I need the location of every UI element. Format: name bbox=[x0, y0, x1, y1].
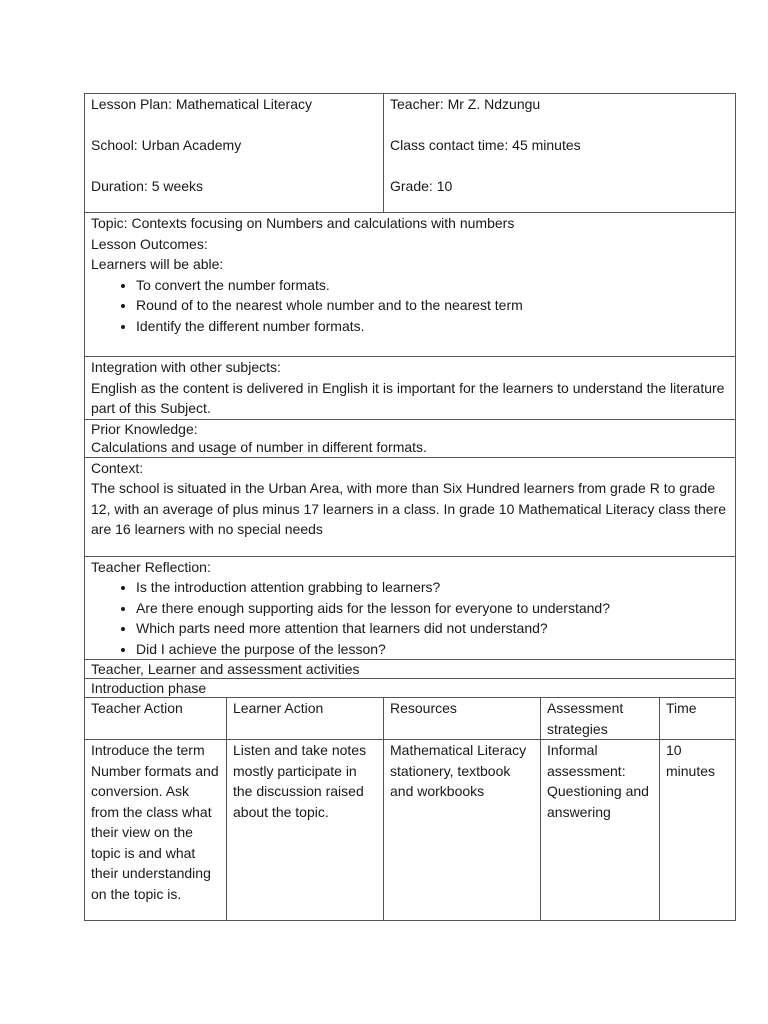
header-left-cell bbox=[85, 94, 384, 213]
list-item: • Identify the different number formats. bbox=[136, 316, 729, 337]
time-cell: 10 minutes bbox=[660, 740, 736, 921]
column-header: Assessment strategies bbox=[541, 698, 660, 740]
column-header: Time bbox=[660, 698, 736, 740]
list-item: • Which parts need more attention that learners did not understand? bbox=[136, 618, 729, 639]
column-header: Teacher Action bbox=[85, 698, 227, 740]
context-cell bbox=[85, 457, 736, 556]
lesson-plan-document bbox=[84, 93, 735, 921]
list-item: • Is the introduction attention grabbing to learners? bbox=[136, 577, 729, 598]
header-right-cell bbox=[384, 94, 736, 213]
column-header-row bbox=[85, 698, 736, 740]
phase-label: Introduction phase bbox=[85, 679, 736, 698]
list-item: • Round of to the nearest whole number and to the nearest term bbox=[136, 295, 729, 316]
assessment-cell: Informal assessment: Questioning and answering bbox=[541, 740, 660, 921]
context-label: Context: bbox=[91, 459, 144, 476]
phase-row bbox=[85, 679, 736, 698]
integration-text: English as the content is delivered in English it is important for the learners to understand the literature part of this Subject. bbox=[91, 379, 725, 416]
activities-row bbox=[85, 660, 736, 679]
list-item: • To convert the number formats. bbox=[136, 275, 729, 296]
topic-text: Topic: Contexts focusing on Numbers and calculations with numbers bbox=[91, 215, 515, 231]
outcomes-list bbox=[91, 275, 729, 337]
table-row bbox=[85, 740, 736, 921]
school-name: School: Urban Academy bbox=[91, 137, 242, 153]
topic-cell bbox=[85, 213, 736, 357]
header-row bbox=[85, 94, 736, 213]
grade: Grade: 10 bbox=[390, 178, 453, 194]
context-row bbox=[85, 457, 736, 556]
teacher-action-cell: Introduce the term Number formats and conversion. Ask from the class what their view on the topic is and what their understanding on the topic is. bbox=[85, 740, 227, 921]
topic-row bbox=[85, 213, 736, 357]
learner-action-cell: Listen and take notes mostly participate in the discussion raised about the topic. bbox=[227, 740, 384, 921]
prior-knowledge-text: Calculations and usage of number in different formats. bbox=[91, 438, 427, 455]
prior-knowledge-label: Prior Knowledge: bbox=[91, 420, 198, 437]
able-label: Learners will be able: bbox=[91, 256, 224, 272]
list-item: • Are there enough supporting aids for the lesson for everyone to understand? bbox=[136, 598, 729, 619]
column-header: Learner Action bbox=[227, 698, 384, 740]
duration: Duration: 5 weeks bbox=[91, 178, 204, 194]
integration-cell bbox=[85, 357, 736, 420]
column-header: Resources bbox=[384, 698, 541, 740]
lesson-plan-table bbox=[84, 93, 736, 921]
reflection-cell bbox=[85, 556, 736, 660]
integration-label: Integration with other subjects: bbox=[91, 359, 281, 375]
contact-time: Class contact time: 45 minutes bbox=[390, 137, 581, 153]
outcomes-label: Lesson Outcomes: bbox=[91, 235, 208, 252]
lesson-plan-title: Lesson Plan: Mathematical Literacy bbox=[91, 96, 312, 112]
resources-cell: Mathematical Literacy stationery, textbook and workbooks bbox=[384, 740, 541, 921]
teacher-name: Teacher: Mr Z. Ndzungu bbox=[390, 96, 541, 112]
reflection-list bbox=[91, 577, 729, 659]
context-text: The school is situated in the Urban Area, with more than Six Hundred learners from grade R to grade 12, with an average of plus minus 17 learners in a class. In grade 10 Mathematical Literacy class there are 16 learners with no special needs bbox=[91, 480, 726, 537]
prior-knowledge-row bbox=[85, 419, 736, 457]
integration-row bbox=[85, 357, 736, 420]
list-item: • Did I achieve the purpose of the lesson? bbox=[136, 639, 729, 660]
reflection-label: Teacher Reflection: bbox=[91, 558, 211, 575]
activities-label: Teacher, Learner and assessment activities bbox=[85, 660, 736, 679]
reflection-row bbox=[85, 556, 736, 660]
prior-knowledge-cell bbox=[85, 419, 736, 457]
